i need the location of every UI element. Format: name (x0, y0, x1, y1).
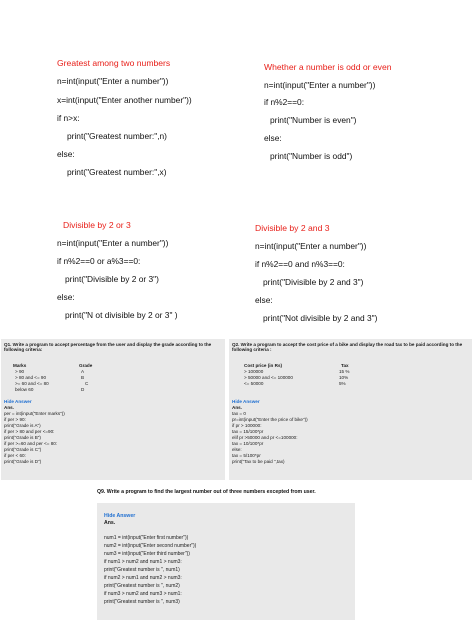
block4-line-1: n=int(input("Enter a number")) (255, 241, 367, 251)
block1-line-2: x=int(input("Enter another number")) (57, 95, 192, 105)
q9-code-line: if num1 > num2 and num1 > num3: (104, 559, 182, 565)
block2-line-3: print("Number is even") (270, 115, 357, 125)
block2-line-4: else: (264, 133, 282, 143)
q1-row3-grade: C (85, 381, 89, 386)
q2-question: Q2. Write a program to accept the cost price of a bike and display the road tax to be paid according to the following criteria : (232, 342, 463, 353)
block1-line-1: n=int(input("Enter a number")) (57, 76, 169, 86)
block3-line-2: if n%2==0 or a%3==0: (57, 256, 141, 266)
q2-code-line: if pr > 100000: (232, 423, 262, 428)
block1-title: Greatest among two numbers (57, 58, 171, 68)
q1-row2-grade: B (81, 375, 85, 380)
q9-code-line: print("Greatest number is ", num2) (104, 583, 180, 589)
q9-code-line: num2 = int(input("Enter second number")) (104, 543, 197, 549)
q9-hide-answer-link[interactable]: Hide Answer (104, 513, 136, 519)
q2-header-cost: Cost price (in Rs) (244, 363, 283, 368)
q2-code-line: else: (232, 447, 242, 452)
q2-row3-tax: 5% (339, 381, 346, 386)
q2-code-line: print("Tax to be paid ",tax) (232, 459, 285, 464)
q2-row2-cost: > 50000 and <= 100000 (244, 375, 293, 380)
q1-code-line: print("Grade is B") (4, 435, 41, 440)
block3-line-3: print("Divisible by 2 or 3") (65, 274, 159, 284)
block3-line-1: n=int(input("Enter a number")) (57, 238, 169, 248)
block1-line-3: if n>x: (57, 113, 80, 123)
q9-code-line: if num3 > num2 and num3 > num1: (104, 591, 182, 597)
q1-header-marks: Marks (13, 363, 27, 368)
block3-line-4: else: (57, 292, 75, 302)
q2-code-line: tax = 5/100*pr (232, 453, 261, 458)
q1-hide-answer-link[interactable]: Hide Answer (4, 399, 32, 404)
q9-panel (97, 503, 355, 620)
block3-line-5: print("N ot divisible by 2 or 3" ) (65, 310, 178, 320)
block3-title: Divisible by 2 or 3 (63, 220, 131, 230)
q9-code-line: if num2 > num1 and num2 > num3: (104, 575, 182, 581)
q1-code-line: if per < 60: (4, 453, 26, 458)
q1-ans-label: Ans. (4, 405, 14, 410)
q2-code-line: tax = 15/100*pr (232, 429, 264, 434)
q1-code-line: if per > 80 and per <=90: (4, 429, 55, 434)
q1-code-line: print("Grade is C") (4, 447, 42, 452)
q2-row1-cost: > 100000 (244, 369, 264, 374)
q1-code-line: if per > 90: (4, 417, 26, 422)
q9-code-line: num3 = int(input("Enter third number")) (104, 551, 190, 557)
block4-line-2: if n%2==0 and n%3==0: (255, 259, 345, 269)
q9-question: Q9. Write a program to find the largest number out of three numbers excepted from user. (97, 489, 316, 495)
q2-panel (229, 339, 472, 480)
q9-code-line: print("Greatest number is ", num3) (104, 599, 180, 605)
q1-question: Q1. Write a program to accept percentage from the user and display the grade according to the following criteria: (4, 342, 212, 353)
q1-row4-marks: below 60 (15, 387, 34, 392)
q2-row1-tax: 15 % (339, 369, 350, 374)
q1-row2-marks: > 80 and <= 90 (15, 375, 47, 380)
q1-row3-marks: >= 60 and <= 80 (15, 381, 49, 386)
block2-line-2: if n%2==0: (264, 97, 305, 107)
q9-code-line: print("Greatest number is ", num1) (104, 567, 180, 573)
q1-code-line: print("Grade is D") (4, 459, 42, 464)
q1-row1-marks: > 90 (15, 369, 25, 374)
block4-title: Divisible by 2 and 3 (255, 223, 330, 233)
q1-panel (1, 339, 225, 480)
block1-line-6: print("Greatest number:",x) (67, 167, 167, 177)
q2-code-line: pr=int(input("Enter the price of bike")) (232, 417, 308, 422)
q1-row4-grade: D (81, 387, 85, 392)
q2-header-tax: Tax (341, 363, 349, 368)
q1-code-line: per = int(input("Enter marks")) (4, 411, 65, 416)
q9-ans-label: Ans. (104, 520, 116, 526)
q2-code-line: elif pr >50000 and pr <=100000: (232, 435, 298, 440)
q2-code-line: tax = 10/100*pr (232, 441, 264, 446)
block1-line-5: else: (57, 149, 75, 159)
block4-line-4: else: (255, 295, 273, 305)
block2-line-5: print("Number is odd") (270, 151, 353, 161)
block4-line-5: print("Not divisible by 2 and 3") (263, 313, 378, 323)
q1-row1-grade: A (81, 369, 85, 374)
q2-code-line: tax = 0 (232, 411, 246, 416)
q2-hide-answer-link[interactable]: Hide Answer (232, 399, 260, 404)
q2-row3-cost: <= 50000 (244, 381, 264, 386)
q1-code-line: if per >=60 and per <= 80: (4, 441, 58, 446)
q2-ans-label: Ans. (232, 405, 242, 410)
q9-code-line: num1 = int(input("Enter first number")) (104, 535, 189, 541)
block2-line-1: n=int(input("Enter a number")) (264, 80, 376, 90)
q1-code-line: print("Grade is A") (4, 423, 41, 428)
block1-line-4: print("Greatest number:",n) (67, 131, 167, 141)
block4-line-3: print("Divisible by 2 and 3") (263, 277, 364, 287)
block2-title: Whether a number is odd or even (264, 62, 392, 72)
q1-header-grade: Grade (79, 363, 93, 368)
q2-row2-tax: 10% (339, 375, 349, 380)
